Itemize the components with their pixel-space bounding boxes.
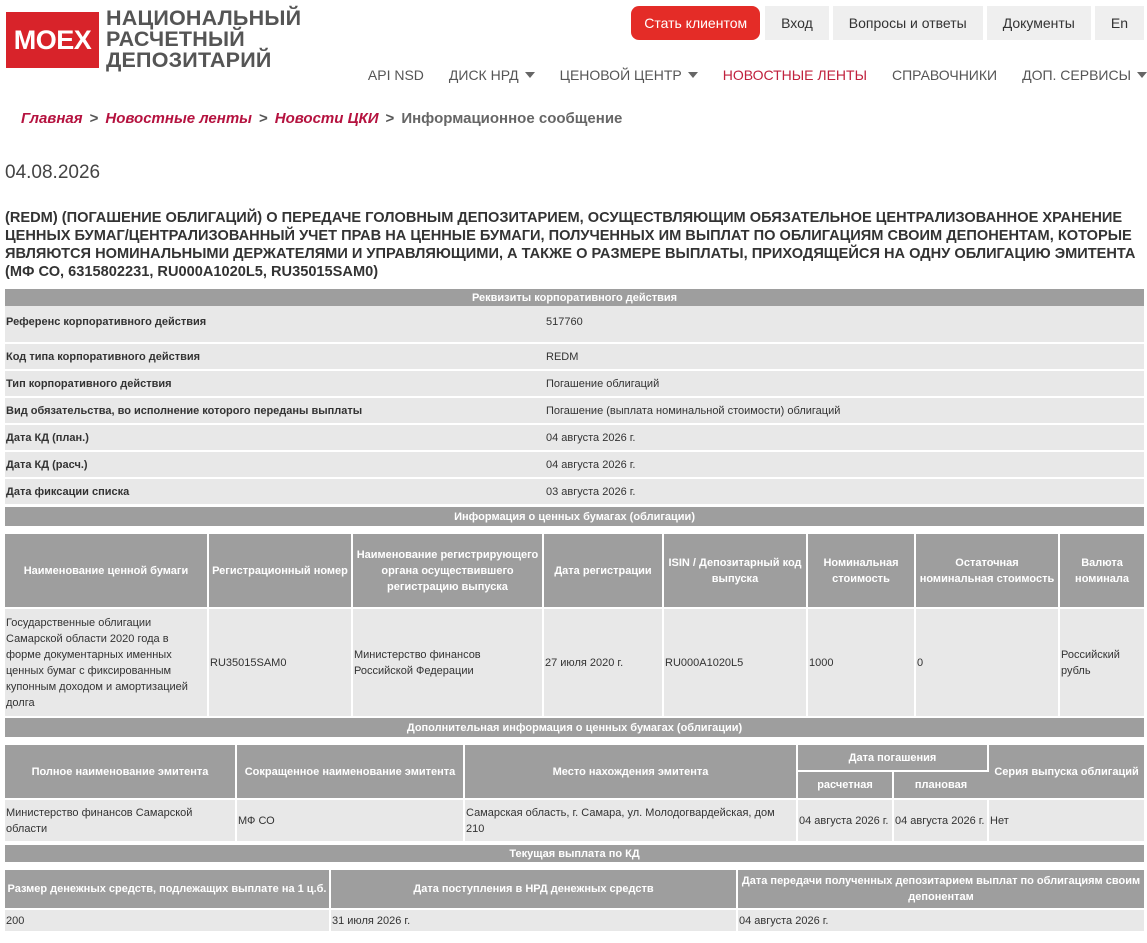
column-header: плановая: [893, 771, 988, 798]
field-label: Референс корпоративного действия: [5, 316, 545, 343]
breadcrumb-current: Информационное сообщение: [401, 110, 623, 127]
column-header: Сокращенное наименование эмитента: [236, 745, 464, 798]
login-button[interactable]: Вход: [765, 6, 829, 40]
breadcrumb-feeds-link[interactable]: Новостные ленты: [105, 110, 252, 127]
field-value: Погашение (выплата номинальной стоимости) облигаций: [545, 397, 1144, 424]
maturity-calc-date: 04 августа 2026 г.: [797, 800, 893, 842]
field-label: Дата фиксации списка: [5, 478, 545, 505]
breadcrumb-cki-link[interactable]: Новости ЦКИ: [274, 110, 379, 127]
become-client-button[interactable]: Стать клиентом: [631, 6, 760, 40]
section-title: Дополнительная информация о ценных бумагах (облигации): [5, 718, 1144, 737]
column-header: Дата регистрации: [543, 534, 663, 607]
column-header: Дата погашения: [797, 745, 988, 771]
column-header: Наименование регистрирующего органа осуществившего регистрацию выпуска: [352, 534, 543, 607]
field-value: 04 августа 2026 г.: [545, 451, 1144, 478]
nominal-currency: Российский рубль: [1059, 609, 1144, 717]
residual-nominal: 0: [915, 609, 1059, 717]
column-header: Дата передачи полученных депозитарием выплат по облигациям своим депонентам: [737, 870, 1144, 908]
publication-date: 04.08.2026: [5, 162, 101, 183]
field-value: 04 августа 2026 г.: [545, 424, 1144, 451]
transfer-date: 04 августа 2026 г.: [737, 910, 1144, 932]
section-title: Реквизиты корпоративного действия: [5, 289, 1144, 306]
breadcrumb-separator: >: [89, 110, 99, 127]
chevron-down-icon: [688, 72, 698, 78]
logo[interactable]: [6, 6, 302, 72]
nav-extra-services[interactable]: [1022, 67, 1147, 83]
main-nav: [343, 67, 1147, 83]
nav-directories[interactable]: [892, 67, 997, 83]
breadcrumb: [21, 110, 622, 127]
logo-line: РАСЧЕТНЫЙ: [106, 27, 245, 51]
funds-receipt-date: 31 июля 2026 г.: [330, 910, 737, 932]
breadcrumb-home-link[interactable]: Главная: [21, 110, 83, 127]
corporate-action-table: [5, 289, 1144, 506]
field-label: Код типа корпоративного действия: [5, 343, 545, 370]
field-value: 517760: [545, 316, 1144, 343]
nav-label: API NSD: [367, 67, 424, 83]
field-label: Тип корпоративного действия: [5, 370, 545, 397]
nav-label: НОВОСТНЫЕ ЛЕНТЫ: [722, 67, 867, 83]
moex-logo-mark: MOEX: [6, 12, 99, 68]
nav-news-feeds[interactable]: [723, 67, 867, 83]
logo-line: НАЦИОНАЛЬНЫЙ: [106, 6, 302, 30]
issuer-full-name: Министерство финансов Самарской области: [5, 800, 236, 842]
breadcrumb-separator: >: [258, 110, 268, 127]
nominal-value: 1000: [807, 609, 915, 717]
additional-info-table: [5, 718, 1144, 843]
maturity-plan-date: 04 августа 2026 г.: [893, 800, 988, 842]
language-button[interactable]: En: [1095, 6, 1144, 40]
faq-button[interactable]: Вопросы и ответы: [833, 6, 983, 40]
column-header: Размер денежных средств, подлежащих выплате на 1 ц.б.: [5, 870, 330, 908]
breadcrumb-separator: >: [385, 110, 395, 127]
table-row: [5, 609, 1144, 717]
nav-disk-nrd[interactable]: [449, 67, 535, 83]
field-label: Вид обязательства, во исполнение которого переданы выплаты: [5, 397, 545, 424]
column-header: Валюта номинала: [1059, 534, 1144, 607]
nav-label: ДОП. СЕРВИСЫ: [1022, 67, 1131, 83]
field-label: Дата КД (план.): [5, 424, 545, 451]
registering-authority: Министерство финансов Российской Федерации: [352, 609, 543, 717]
page-title: (REDM) (ПОГАШЕНИЕ ОБЛИГАЦИЙ) О ПЕРЕДАЧЕ ГОЛОВНЫМ ДЕПОЗИТАРИЕМ, ОСУЩЕСТВЛЯЮЩИМ ОБЯЗАТЕЛЬНОЕ ЦЕНТРАЛИЗОВАННОЕ ХРАНЕНИЕ ЦЕННЫХ БУМАГ/ЦЕНТРАЛИЗОВАННЫЙ УЧЕТ ПРАВ НА ЦЕННЫЕ БУМАГИ, ПОЛУЧЕННЫХ ИМ ВЫПЛАТ ПО ОБЛИГАЦИЯМ СВОИМ ДЕПОНЕНТАМ, КОТОРЫЕ ЯВЛЯЮТСЯ НОМИНАЛЬНЫМИ ДЕРЖАТЕЛЯМИ И УПРАВЛЯЮЩИМИ, А ТАКЖЕ О РАЗМЕРЕ ВЫПЛАТЫ, ПРИХОДЯЩЕЙСЯ НА ОДНУ ОБЛИГАЦИЮ ЭМИТЕНТА (МФ СО, 6315802231, RU000A1020L5, RU35015SAM0): [5, 210, 1136, 280]
issuer-short-name: МФ СО: [236, 800, 464, 842]
chevron-down-icon: [525, 72, 535, 78]
isin: RU000A1020L5: [663, 609, 807, 717]
registration-number: RU35015SAM0: [208, 609, 352, 717]
documents-button[interactable]: Документы: [987, 6, 1091, 40]
column-header: Номинальная стоимость: [807, 534, 915, 607]
logo-line: ДЕПОЗИТАРИЙ: [106, 48, 272, 72]
issuer-location: Самарская область, г. Самара, ул. Молодогвардейская, дом 210: [464, 800, 797, 842]
nav-label: ЦЕНОВОЙ ЦЕНТР: [559, 67, 682, 83]
table-row: [5, 800, 1144, 842]
nav-label: СПРАВОЧНИКИ: [892, 67, 998, 83]
logo-text: [106, 8, 301, 71]
field-value: 03 августа 2026 г.: [545, 478, 1144, 505]
chevron-down-icon: [1137, 72, 1147, 78]
table-row: [5, 910, 1144, 932]
column-header: Наименование ценной бумаги: [5, 534, 208, 607]
field-value: Погашение облигаций: [545, 370, 1144, 397]
registration-date: 27 июля 2020 г.: [543, 609, 663, 717]
nav-api-nsd[interactable]: [368, 67, 424, 83]
column-header: Остаточная номинальная стоимость: [915, 534, 1059, 607]
nav-price-center[interactable]: [560, 67, 698, 83]
section-title: Информация о ценных бумагах (облигации): [5, 507, 1144, 526]
column-header: Дата поступления в НРД денежных средств: [330, 870, 737, 908]
column-header: Серия выпуска облигаций: [988, 745, 1144, 798]
payment-amount: 200: [5, 910, 330, 932]
top-buttons: [631, 6, 1144, 40]
column-header: ISIN / Депозитарный код выпуска: [663, 534, 807, 607]
issue-series: Нет: [988, 800, 1144, 842]
securities-table: [5, 507, 1144, 718]
section-title: Текущая выплата по КД: [5, 845, 1144, 862]
column-header: Регистрационный номер: [208, 534, 352, 607]
column-header: Полное наименование эмитента: [5, 745, 236, 798]
payment-table: [5, 845, 1144, 933]
nav-label: ДИСК НРД: [448, 67, 519, 83]
security-name: Государственные облигации Самарской области 2020 года в форме документарных именных ценных бумаг с фиксированным купонным доходом и амортизацией долга: [5, 609, 208, 717]
column-header: Место нахождения эмитента: [464, 745, 797, 798]
field-value: REDM: [545, 343, 1144, 370]
column-header: расчетная: [797, 771, 893, 798]
field-label: Дата КД (расч.): [5, 451, 545, 478]
